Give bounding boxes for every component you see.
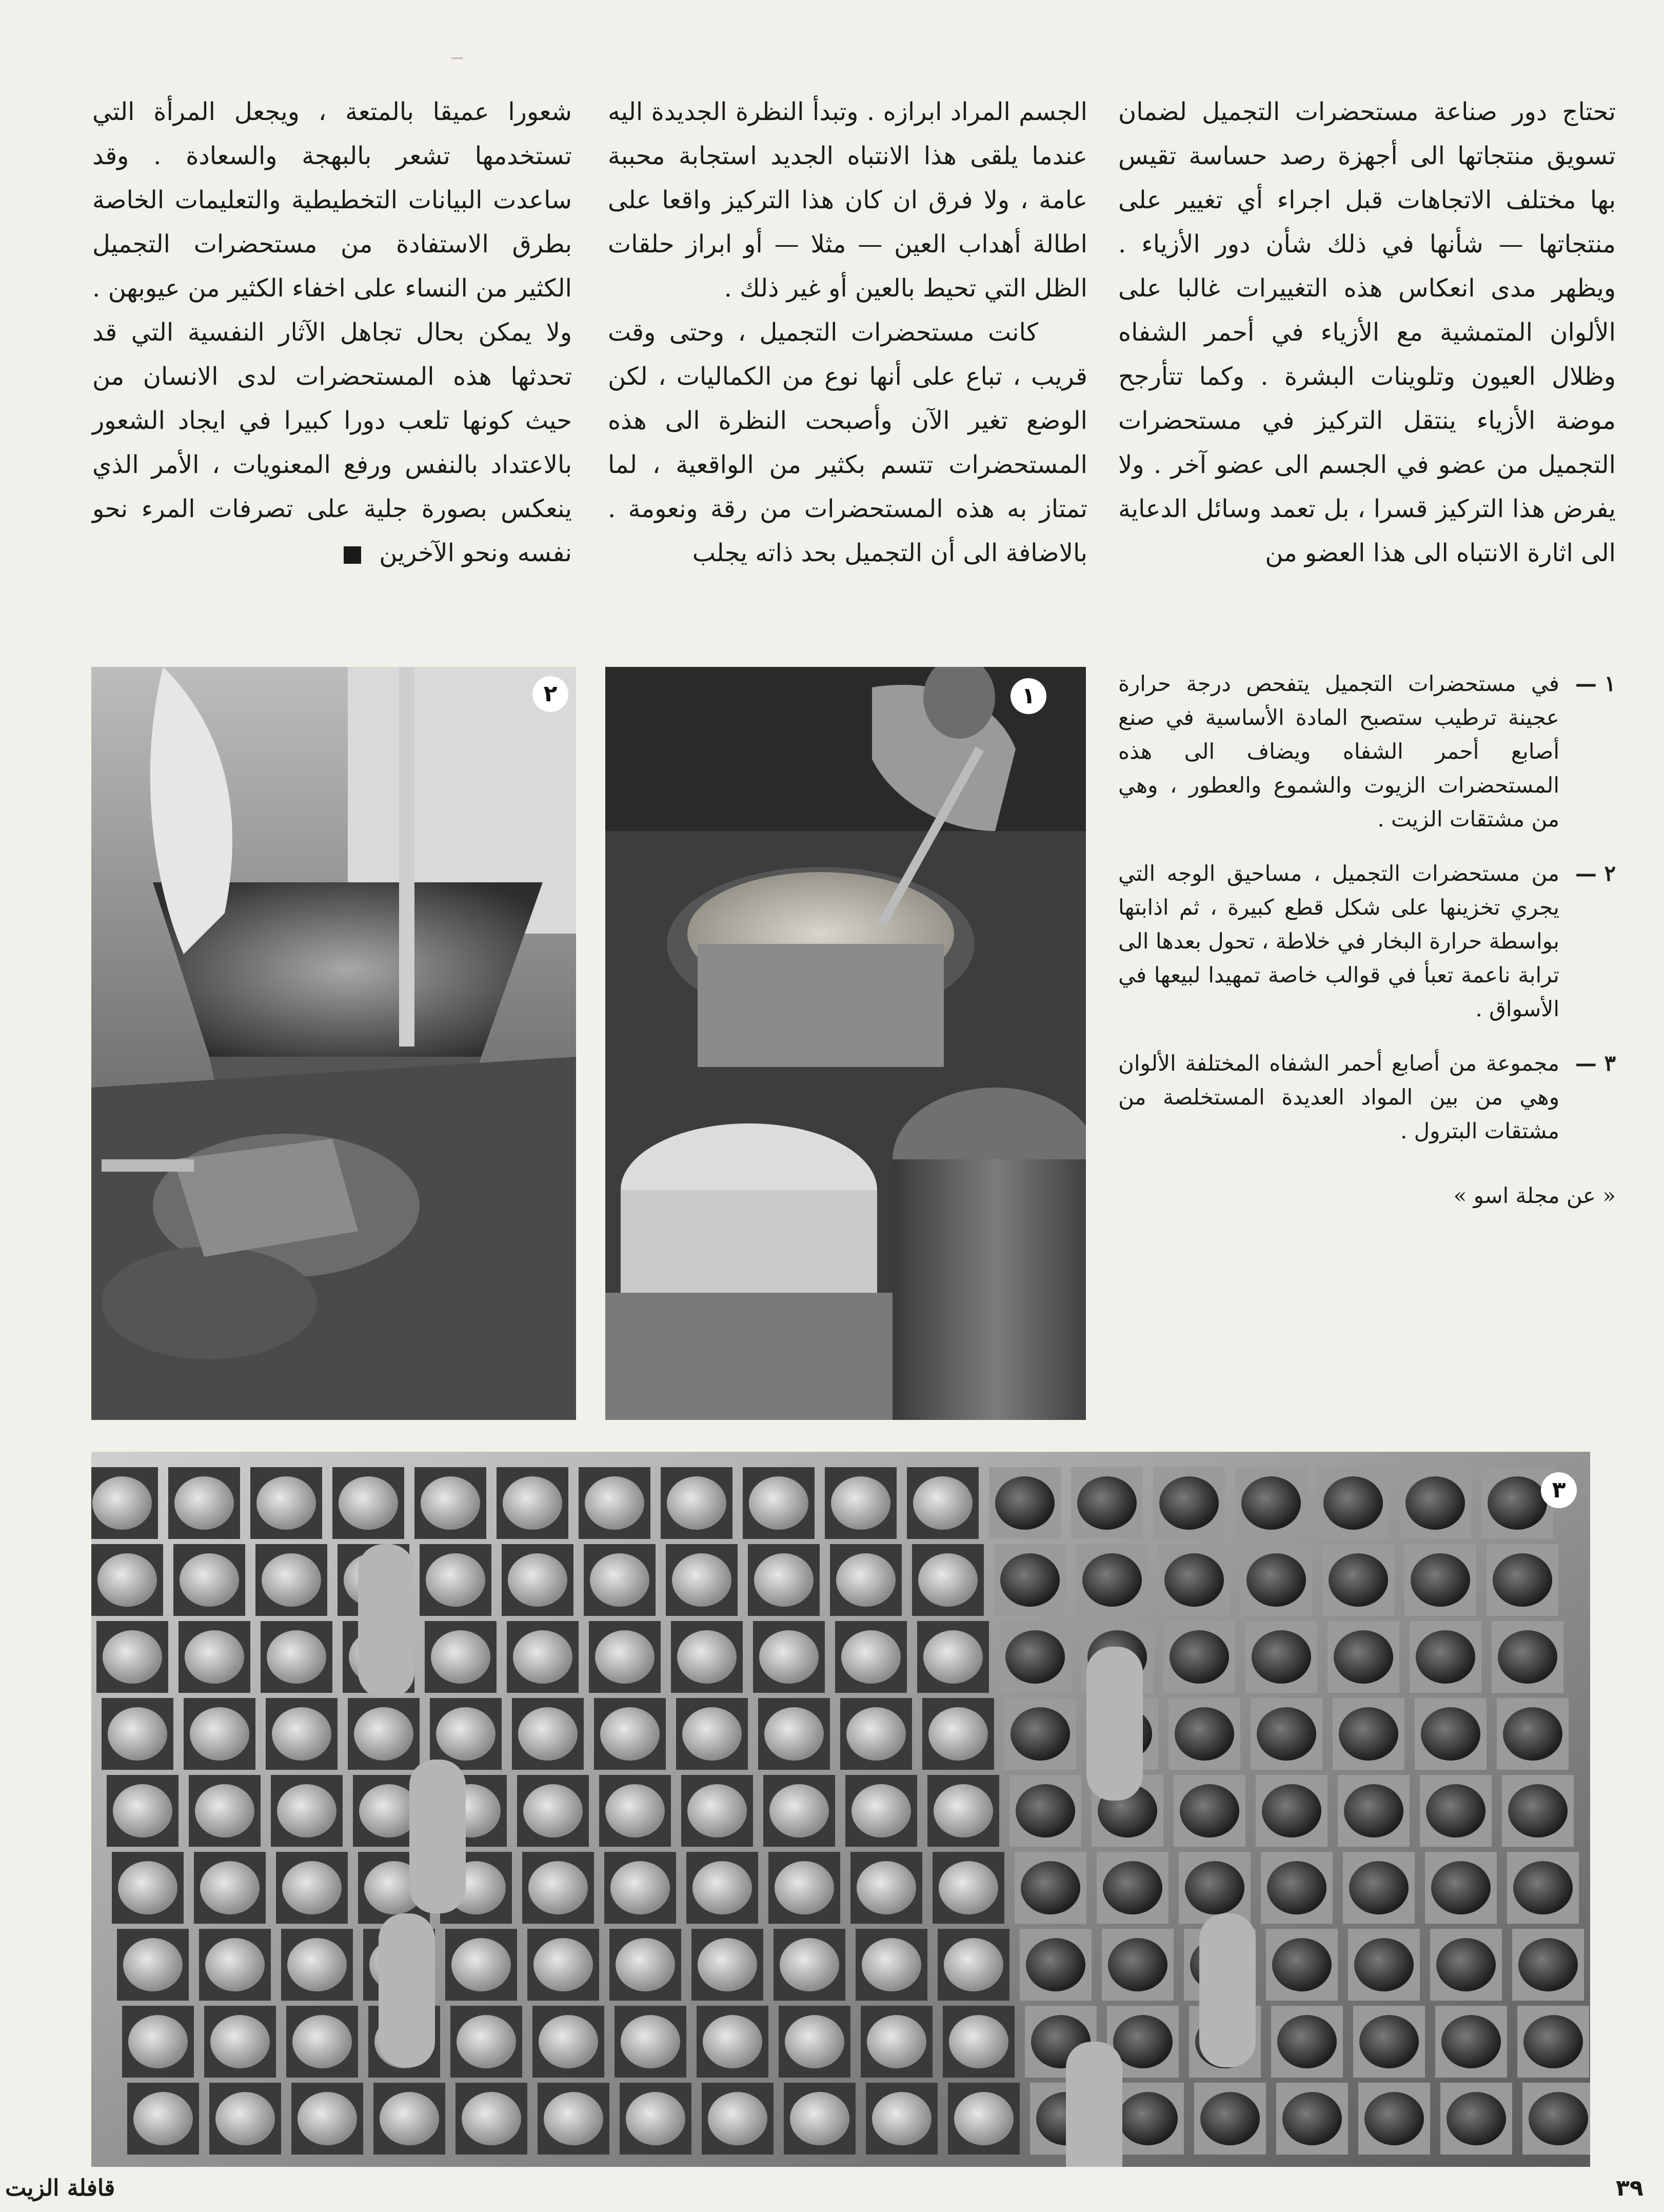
- lipstick-cap: [1426, 1784, 1485, 1838]
- photo-captions: [1118, 667, 1616, 1213]
- powder-mixer-image: [91, 667, 576, 1420]
- lipstick-cap: [913, 1476, 973, 1530]
- lipstick-cap: [539, 2015, 598, 2068]
- lipstick-cap: [775, 1861, 834, 1914]
- lipstick-cap: [1411, 1553, 1470, 1607]
- lipstick-cap: [1523, 2015, 1583, 2068]
- lipstick-cap: [518, 1707, 578, 1761]
- lipstick-cap: [1159, 1476, 1219, 1530]
- paragraph: تحتاج دور صناعة مستحضرات التجميل لضمان تسويق منتجاتها الى أجهزة رصد حساسة تقيس بها مختلف الاتجاهات قبل اجراء أي تغيير على منتجاتها — شأنها في ذلك شأن دور الأزياء . ويظهر مدى انعكاس هذه التغييرات غالبا على الألوان المتمشية مع الأزياء في أحمر الشفاه وظلال العيون وتلوينات البشرة . وكما تتأرجح موضة الأزياء ينتقل التركيز في مستحضرات التجميل من عضو في الجسم الى عضو آخر . ولا يفرض هذا التركيز قسرا ، بل تعمد وسائل الدعاية الى اثارة الانتباه الى هذا العضو من: [1118, 97, 1616, 567]
- lipstick-cap: [133, 2092, 193, 2145]
- lipstick-cap: [923, 1630, 983, 1684]
- lipstick-cap: [785, 2015, 844, 2068]
- lipstick-cap: [1508, 1784, 1568, 1838]
- lipstick-cap: [836, 1553, 896, 1607]
- lipstick-cap: [780, 1938, 839, 1991]
- lipstick-cap: [108, 1707, 167, 1761]
- lipstick-cap: [431, 1630, 490, 1684]
- lipsticks-image: [91, 1452, 1590, 2167]
- lipstick-cap: [287, 1938, 347, 1991]
- lipstick-cap: [1252, 1630, 1311, 1684]
- lipstick-cap: [292, 2015, 352, 2068]
- lipstick-cap: [1082, 1553, 1142, 1607]
- lipstick-cap: [1529, 2092, 1588, 2145]
- lipstick-cap: [1267, 1861, 1326, 1914]
- lipstick-cap: [1359, 2015, 1419, 2068]
- lipstick-cap: [1282, 2092, 1342, 2145]
- paragraph-text: شعورا عميقا بالمتعة ، ويجعل المرأة التي تستخدمها تشعر بالبهجة والسعادة . وقد ساعدت البيانات التخطيطية والتعليمات الخاصة بطرق الاستفادة من مستحضرات التجميل الكثير من النساء على اخفاء الكثير من عيوبهن . ولا يمكن بحال تجاهل الآثار النفسية التي قد تحدثها هذه المستحضرات لدى الانسان من حيث كونها تلعب دورا كبيرا في ايجاد الشعور بالاعتداد بالنفس ورفع المعنويات ، الأمر الذي ينعكس بصورة جلية على تصرفات المرء نحو نفسه ونحو الآخرين: [92, 97, 572, 567]
- lipstick-cap: [687, 1784, 747, 1838]
- caption-text: في مستحضرات التجميل يتفحص درجة حرارة عجينة ترطيب ستصبح المادة الأساسية في صنع أصابع أحمر الشفاه ويضاف الى هذه المستحضرات الزيوت والشموع والعطور ، وهي من مشتقات الزيت .: [1118, 671, 1559, 832]
- lipstick-cap: [667, 1476, 726, 1530]
- lipstick-cap: [1170, 1630, 1229, 1684]
- lipstick-cap: [692, 1861, 752, 1914]
- lipstick-cap: [533, 1938, 593, 1991]
- lipstick-tube: [1066, 2042, 1122, 2167]
- lipstick-cap: [1021, 1861, 1080, 1914]
- caption-number: ٣ —: [1575, 1051, 1616, 1076]
- lipstick-cap: [610, 1861, 670, 1914]
- photo-number-badge: ١: [1011, 678, 1046, 714]
- lipstick-cap: [1503, 1707, 1562, 1761]
- lipstick-tube: [358, 1544, 414, 1698]
- lipstick-cap: [1349, 1861, 1409, 1914]
- lipstick-cap: [949, 2015, 1008, 2068]
- lipstick-cap: [1011, 1707, 1070, 1761]
- lipstick-cap: [1339, 1707, 1398, 1761]
- lipstick-cap: [544, 2092, 603, 2145]
- lipstick-cap: [277, 1784, 336, 1838]
- lipstick-cap: [215, 2092, 275, 2145]
- source-credit: « عن مجلة اسو »: [1453, 1183, 1616, 1208]
- lipstick-cap: [1118, 2092, 1178, 2145]
- lipstick-cap: [872, 2092, 932, 2145]
- lipstick-cap: [862, 1938, 921, 1991]
- lipstick-cap: [528, 1861, 588, 1914]
- lipstick-cap: [1257, 1707, 1316, 1761]
- lipstick-cap: [764, 1707, 824, 1761]
- lipstick-cap: [595, 1630, 655, 1684]
- caption-1: [1118, 667, 1616, 836]
- lipstick-cap: [995, 1476, 1055, 1530]
- lipstick-cap: [174, 1476, 234, 1530]
- lipstick-cap: [103, 1630, 162, 1684]
- lipstick-cap: [1518, 1938, 1578, 1991]
- lipstick-cap: [436, 1707, 496, 1761]
- lipstick-cap: [790, 2092, 849, 2145]
- lipstick-cap: [677, 1630, 737, 1684]
- article-column-left: [92, 90, 572, 575]
- lipstick-cap: [195, 1784, 254, 1838]
- lipstick-cap: [939, 1861, 998, 1914]
- lipstick-cap: [1405, 1476, 1465, 1530]
- lipstick-cap: [1241, 1476, 1301, 1530]
- lipstick-cap: [1164, 1553, 1224, 1607]
- lipstick-cap: [97, 1553, 157, 1607]
- lipstick-tube: [1199, 1913, 1256, 2067]
- caption-3: [1118, 1046, 1616, 1148]
- paragraph: الجسم المراد ابرازه . وتبدأ النظرة الجديدة اليه عندما يلقى هذا الانتباه الجديد استجابة محببة عامة ، ولا فرق ان كان هذا التركيز واقعا على اطالة أهداب العين — مثلا — أو ابراز حلقات الظل التي تحيط بالعين أو غير ذلك .: [608, 97, 1087, 303]
- lipstick-cap: [851, 1784, 911, 1838]
- lipstick-cap: [944, 1938, 1003, 1991]
- lipstick-cap: [1103, 1861, 1162, 1914]
- paragraph: [92, 90, 572, 575]
- lipstick-cap: [1431, 1861, 1491, 1914]
- lipstick-cap: [928, 1707, 988, 1761]
- worker-vat-image: [605, 667, 1086, 1420]
- lipstick-cap: [180, 1553, 239, 1607]
- lipstick-cap: [1272, 1938, 1332, 1991]
- lipstick-cap: [1329, 1553, 1388, 1607]
- lipstick-cap: [256, 1476, 316, 1530]
- lipstick-cap: [672, 1553, 731, 1607]
- lipstick-tube: [1086, 1647, 1143, 1801]
- lipstick-cap: [1005, 1630, 1065, 1684]
- lipstick-cap: [1277, 2015, 1337, 2068]
- lipstick-cap: [128, 2015, 188, 2068]
- lipstick-cap: [1447, 2092, 1506, 2145]
- paragraph: كانت مستحضرات التجميل ، وحتى وقت قريب ، تباع على أنها نوع من الكماليات ، لكن الوضع تغير الآن وأصبحت النظرة الى هذه المستحضرات تتسم بكثير من الواقعية ، لما تمتاز به هذه المستحضرات من رقة ونعومة . بالاضافة الى أن التجميل بحد ذاته يجلب: [608, 318, 1087, 567]
- lipstick-cap: [954, 2092, 1014, 2145]
- lipstick-cap: [451, 1938, 511, 1991]
- lipstick-cap: [703, 2015, 762, 2068]
- lipstick-cap: [421, 1476, 480, 1530]
- lipstick-cap: [1000, 1553, 1060, 1607]
- photo-number-badge: ٢: [532, 676, 568, 712]
- lipstick-cap: [1200, 2092, 1260, 2145]
- lipstick-cap: [590, 1553, 649, 1607]
- lipstick-cap: [113, 1784, 172, 1838]
- lipstick-cap: [123, 1938, 183, 1991]
- lipstick-cap: [92, 1476, 152, 1530]
- lipstick-cap: [841, 1630, 901, 1684]
- lipstick-cap: [1364, 2092, 1424, 2145]
- lipstick-cap: [426, 1553, 485, 1607]
- caption-number: ٢ —: [1575, 861, 1616, 886]
- lipstick-cap: [1016, 1784, 1075, 1838]
- lipstick-cap: [1493, 1553, 1552, 1607]
- lipstick-tube: [409, 1760, 466, 1913]
- caption-number: ١ —: [1575, 671, 1616, 696]
- lipstick-cap: [918, 1553, 978, 1607]
- lipstick-cap: [190, 1707, 249, 1761]
- lipstick-cap: [523, 1784, 583, 1838]
- lipstick-cap: [1175, 1707, 1234, 1761]
- lipstick-cap: [585, 1476, 644, 1530]
- lipstick-cap: [759, 1630, 819, 1684]
- photo-powder-mixer: [91, 667, 576, 1420]
- lipstick-cap: [272, 1707, 331, 1761]
- lipstick-cap: [200, 1861, 260, 1914]
- lipstick-cap: [267, 1630, 326, 1684]
- lipstick-cap: [118, 1861, 177, 1914]
- lipstick-cap: [698, 1938, 757, 1991]
- caption-text: من مستحضرات التجميل ، مساحيق الوجه التي يجري تخزينها على شكل قطع كبيرة ، ثم اذابتها بواسطة حرارة البخار في خلاطة ، تحول بعدها الى ترابة ناعمة تعبأ في قوالب خاصة تمهيدا لبيعها في الأسواق .: [1118, 861, 1559, 1021]
- lipstick-cap: [205, 1938, 265, 1991]
- end-of-article-icon: [344, 546, 361, 564]
- lipstick-cap: [185, 1630, 244, 1684]
- lipstick-cap: [380, 2092, 439, 2145]
- photo-lipsticks: [91, 1452, 1590, 2167]
- lipstick-cap: [1077, 1476, 1137, 1530]
- lipstick-cap: [457, 2015, 516, 2068]
- lipstick-cap: [1246, 1553, 1306, 1607]
- lipstick-cap: [210, 2015, 270, 2068]
- lipstick-cap: [749, 1476, 808, 1530]
- lipstick-cap: [1262, 1784, 1321, 1838]
- lipstick-cap: [262, 1553, 321, 1607]
- lipstick-cap: [600, 1707, 660, 1761]
- lipstick-cap: [831, 1476, 890, 1530]
- lipstick-cap: [1334, 1630, 1393, 1684]
- lipstick-cap: [354, 1707, 413, 1761]
- lipstick-cap: [1441, 2015, 1501, 2068]
- lipstick-cap: [1436, 1938, 1496, 1991]
- lipstick-tube: [379, 1913, 435, 2067]
- lipstick-cap: [1354, 1938, 1414, 1991]
- lipstick-cap: [298, 2092, 357, 2145]
- lipstick-cap: [1323, 1476, 1383, 1530]
- lipstick-cap: [1026, 1938, 1085, 1991]
- lipstick-cap: [1108, 1938, 1167, 1991]
- photo-number-badge: ٣: [1541, 1472, 1577, 1508]
- lipstick-cap: [1185, 1861, 1244, 1914]
- lipstick-cap: [846, 1707, 906, 1761]
- lipstick-cap: [621, 2015, 680, 2068]
- magazine-name: قافلة الزيت: [5, 2175, 115, 2201]
- page-number: ٣٩: [1616, 2175, 1643, 2201]
- lipstick-cap: [508, 1553, 567, 1607]
- lipstick-cap: [462, 2092, 521, 2145]
- lipstick-cap: [934, 1784, 993, 1838]
- lipstick-cap: [503, 1476, 562, 1530]
- caption-2: [1118, 857, 1616, 1026]
- lipstick-cap: [282, 1861, 342, 1914]
- lipstick-cap: [857, 1861, 916, 1914]
- lipstick-cap: [754, 1553, 814, 1607]
- photo-worker-vat: [605, 667, 1086, 1420]
- lipstick-cap: [1344, 1784, 1403, 1838]
- lipstick-cap: [626, 2092, 685, 2145]
- lipstick-cap: [339, 1476, 398, 1530]
- lipstick-cap: [867, 2015, 926, 2068]
- lipstick-cap: [513, 1630, 572, 1684]
- article-column-right: [1118, 90, 1616, 575]
- article-column-middle: [608, 90, 1087, 575]
- lipstick-cap: [708, 2092, 767, 2145]
- lipstick-cap: [605, 1784, 665, 1838]
- caption-text: مجموعة من أصابع أحمر الشفاه المختلفة الألوان وهي من بين المواد العديدة المستخلصة من مشتقات البترول .: [1118, 1051, 1559, 1143]
- lipstick-cap: [1421, 1707, 1480, 1761]
- lipstick-cap: [1180, 1784, 1239, 1838]
- lipstick-cap: [1498, 1630, 1557, 1684]
- lipstick-cap: [682, 1707, 742, 1761]
- top-mark: [451, 57, 463, 59]
- lipstick-cap: [1113, 2015, 1173, 2068]
- lipstick-cap: [1488, 1476, 1547, 1530]
- lipstick-cap: [1513, 1861, 1573, 1914]
- lipstick-cap: [1416, 1630, 1475, 1684]
- lipstick-cap: [769, 1784, 829, 1838]
- lipstick-cap: [616, 1938, 675, 1991]
